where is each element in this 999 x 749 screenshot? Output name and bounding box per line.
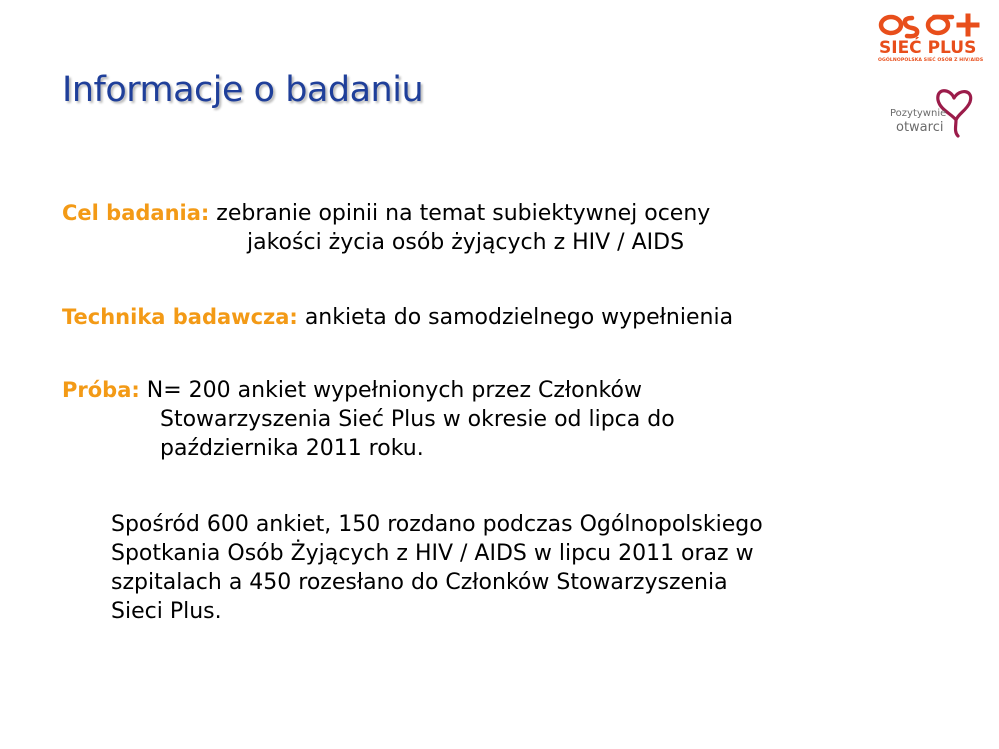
otwarci-label: otwarci (896, 120, 944, 135)
note-text-line-2: Spotkania Osób Żyjących z HIV / AIDS w lipcu 2011 oraz w (111, 541, 754, 566)
technique-label: Technika badawcza: (62, 305, 298, 329)
siec-plus-tagline: OGÓLNOPOLSKA SIEĆ OSÓB Z HIV/AIDS (878, 58, 984, 63)
goal-text-line-1: zebranie opinii na temat subiektywnej oceny (216, 201, 711, 226)
pozytywnie-label: Pozytywnie (890, 108, 947, 119)
technique-paragraph (62, 303, 733, 332)
pozytywnie-otwarci-logo (884, 86, 976, 140)
note-paragraph (111, 510, 763, 626)
note-text-line-3: szpitalach a 450 rozesłano do Członków Stowarzyszenia (111, 570, 728, 595)
sample-text-line-1: N= 200 ankiet wypełnionych przez Członków (146, 378, 642, 403)
goal-paragraph (62, 199, 710, 257)
sample-text-line-3: października 2011 roku. (160, 436, 424, 461)
sample-label: Próba: (62, 378, 140, 402)
slide-title: Informacje o badaniu (62, 70, 424, 110)
siec-plus-brand-name: SIEĆ PLUS (879, 38, 977, 58)
siec-plus-logo-mark (874, 12, 986, 40)
goal-text-line-2: jakości życia osób żyjących z HIV / AIDS (247, 230, 685, 255)
technique-text: ankieta do samodzielnego wypełnienia (304, 305, 734, 330)
goal-label: Cel badania: (62, 201, 210, 225)
sample-paragraph (62, 376, 675, 463)
sample-text-line-2: Stowarzyszenia Sieć Plus w okresie od lipca do (160, 407, 675, 432)
siec-plus-logo (874, 12, 986, 68)
note-text-line-1: Spośród 600 ankiet, 150 rozdano podczas Ogólnopolskiego (111, 512, 763, 537)
note-text-line-4: Sieci Plus. (111, 599, 222, 624)
